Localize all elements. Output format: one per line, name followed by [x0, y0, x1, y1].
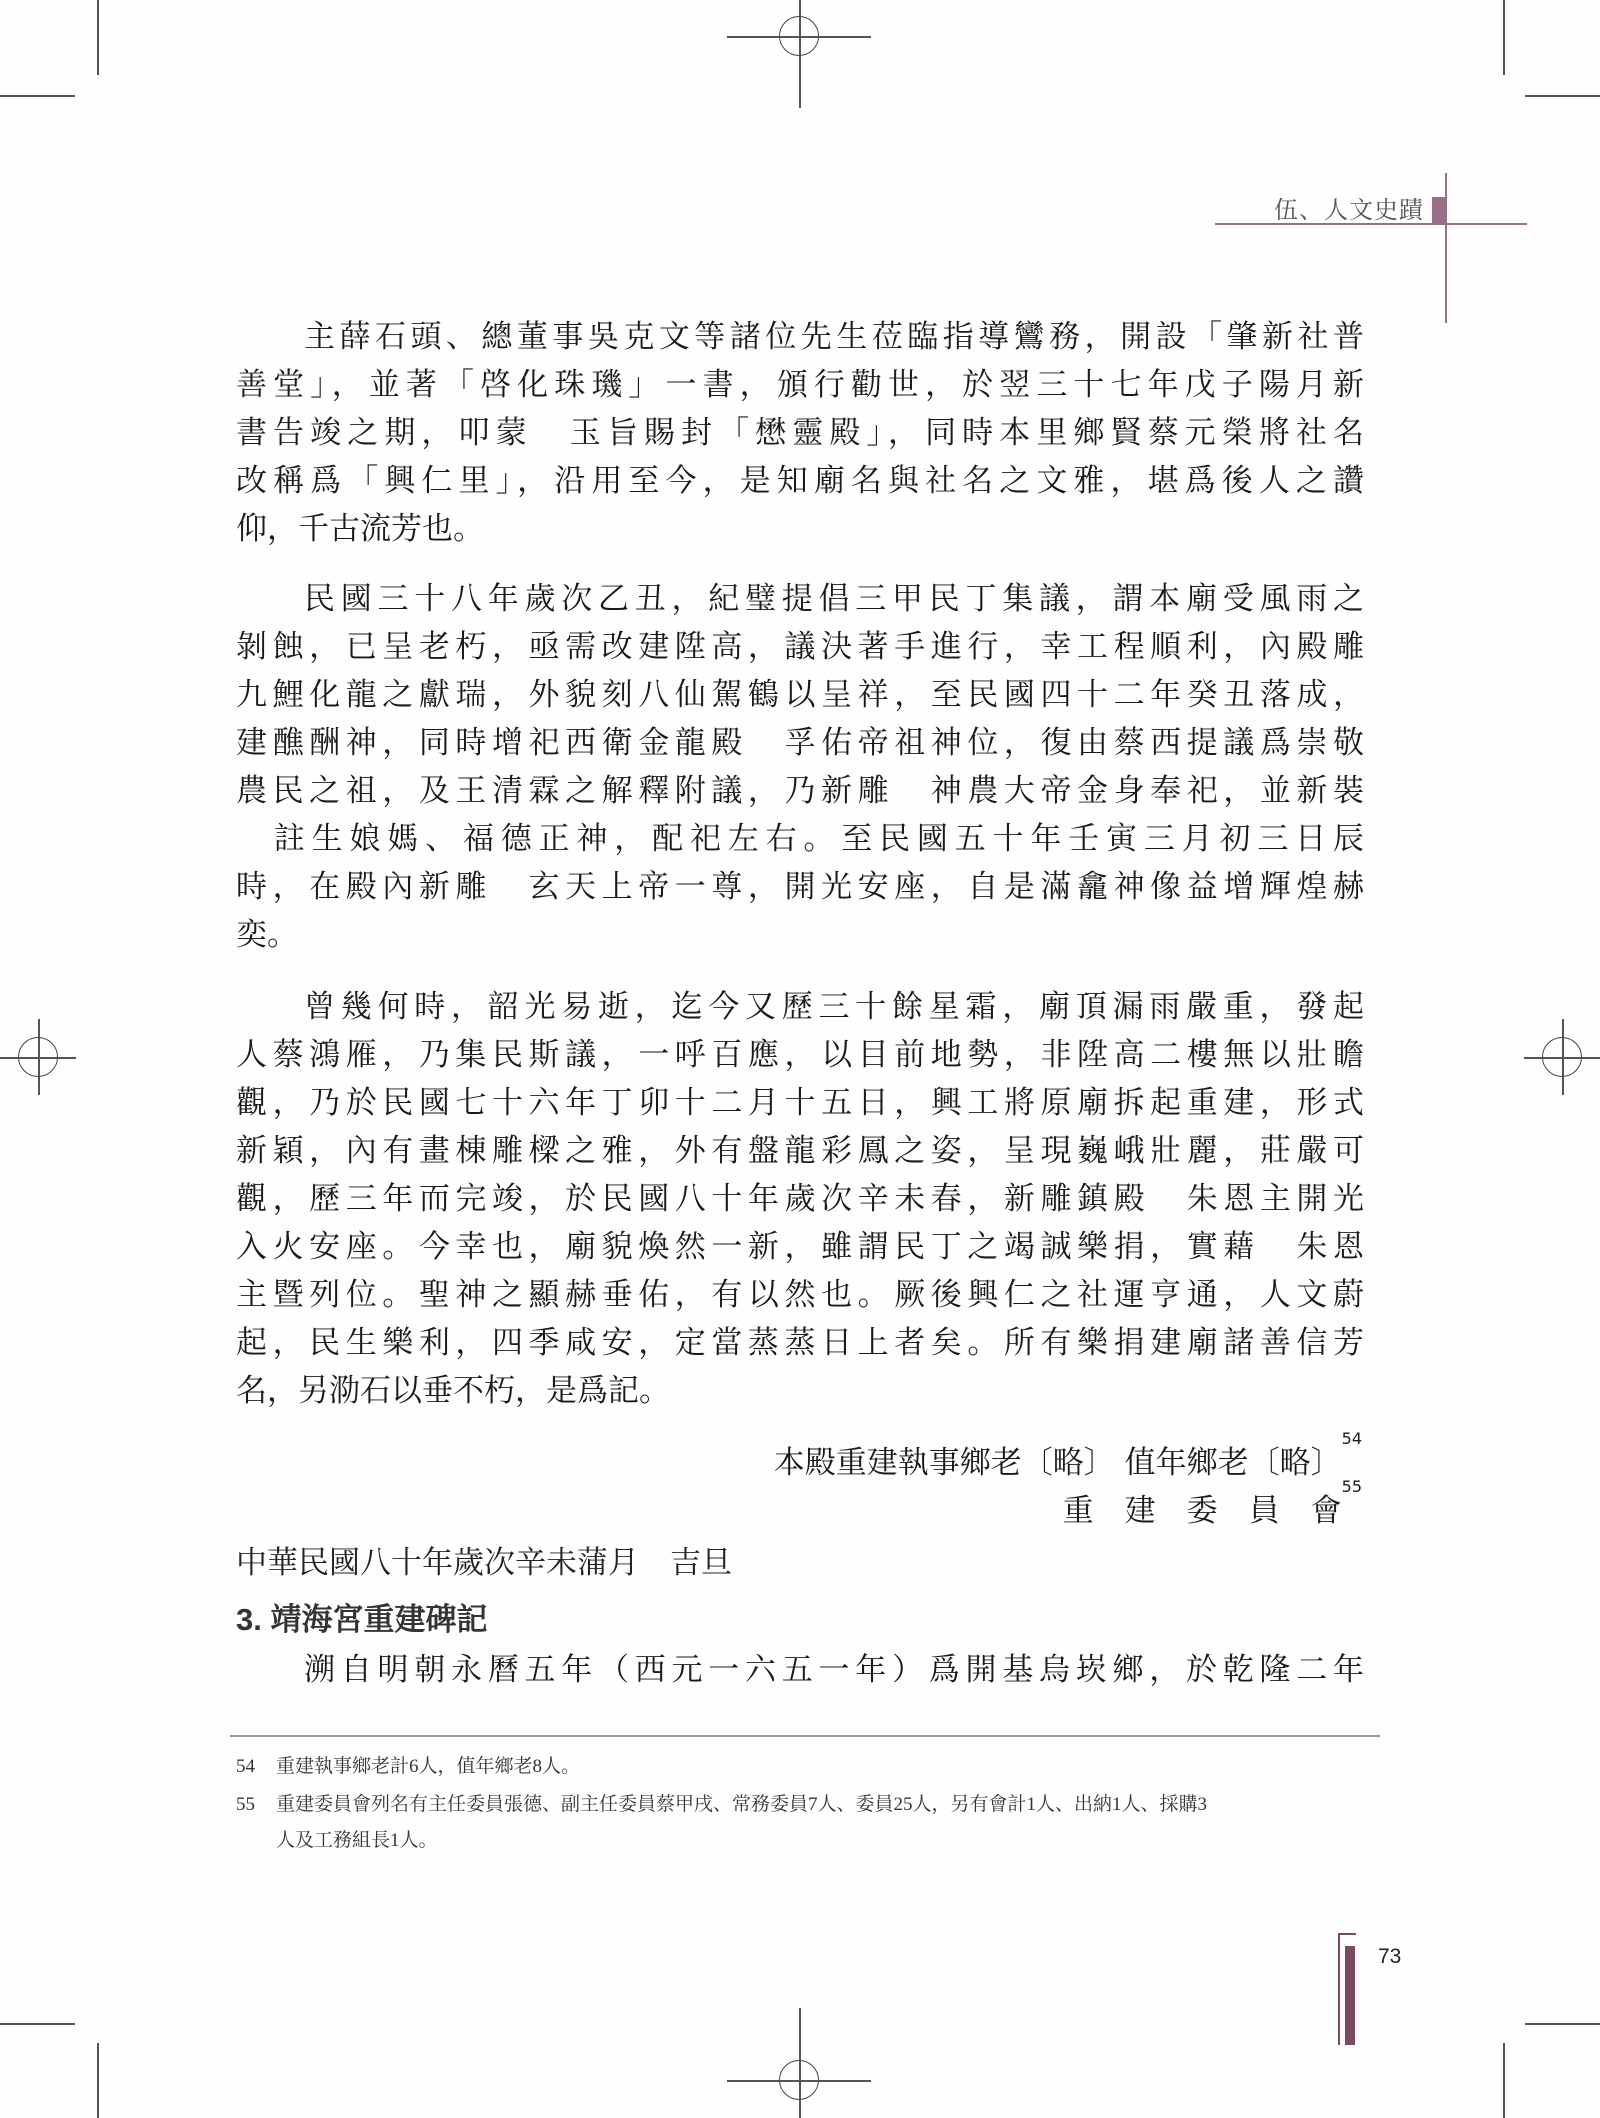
page-number-bracket-line	[1338, 1933, 1340, 2045]
paragraph-line: 入火安座。今幸也，廟貌煥然一新，雖謂民丁之竭誠樂捐，實藉 朱恩	[236, 1229, 1364, 1265]
crop-mark-bottom-left	[1503, 2043, 1505, 2118]
crop-mark-top-right	[1503, 0, 1505, 75]
header-vertical-rule	[1445, 173, 1447, 323]
crop-mark-bottom-right	[1525, 2023, 1600, 2025]
footnote-55	[236, 1789, 1207, 1816]
paragraph-line: 人蔡鴻雁，乃集民斯議，一呼百應，以目前地勢，非陞高二樓無以壯瞻	[236, 1037, 1364, 1073]
paragraph-line: 農民之祖，及王清霖之解釋附議，乃新雕 神農大帝金身奉祀，並新裝	[236, 773, 1364, 809]
paragraph-line: 民國三十八年歲次乙丑，紀璧提倡三甲民丁集議，謂本廟受風雨之	[304, 581, 1364, 617]
paragraph-line: 主暨列位。聖神之顯赫垂佑，有以然也。厥後興仁之社運亨通，人文蔚	[236, 1277, 1364, 1313]
section-heading: 3. 靖海宮重建碑記	[236, 1602, 488, 1637]
footnote-number: 54	[236, 1756, 255, 1777]
paragraph-2	[236, 575, 1364, 959]
header-accent-block	[1432, 197, 1446, 224]
paragraph-3	[236, 983, 1364, 1415]
paragraph-line: 改稱爲「興仁里」，沿用至今，是知廟名與社名之文雅，堪爲後人之讚	[236, 463, 1364, 499]
footnote-55-continued: 人及工務組長1人。	[276, 1830, 438, 1851]
footnote-divider	[230, 1735, 1380, 1737]
paragraph-line: 時，在殿內新雕 玄天上帝一尊，開光安座，自是滿龕神像益增輝煌赫	[236, 869, 1364, 905]
footnote-text: 重建執事鄉老計6人，值年鄉老8人。	[276, 1756, 581, 1777]
paragraph-line: 起，民生樂利，四季咸安，定當蒸蒸日上者矣。所有樂捐建廟諸善信芳	[236, 1325, 1364, 1361]
inscription-date: 中華民國八十年歲次辛未蒲月 吉旦	[236, 1545, 732, 1581]
paragraph-4	[236, 1646, 1364, 1694]
crop-mark-top-right	[1525, 95, 1600, 97]
paragraph-1	[236, 313, 1364, 553]
signature-elders	[773, 1429, 1362, 1482]
paragraph-line: 名，另泐石以垂不朽，是爲記。	[236, 1373, 670, 1409]
signature-elders-text: 本殿重建執事鄉老〔略〕 值年鄉老〔略〕	[773, 1445, 1342, 1481]
footnote-ref-55[interactable]: 55	[1341, 1477, 1362, 1496]
paragraph-line: 仰，千古流芳也。	[236, 511, 484, 547]
signature-committee-text: 重 建 委 員 會	[1062, 1493, 1342, 1529]
paragraph-line: 剝蝕，已呈老朽，亟需改建陞高，議決著手進行，幸工程順利，內殿雕	[236, 629, 1364, 665]
footnote-text: 重建委員會列名有主任委員張德、副主任委員蔡甲戌、常務委員7人、委員25人，另有會計1人、出納1人、採購3	[276, 1794, 1208, 1815]
crop-mark-top-left	[97, 0, 99, 75]
crop-mark-bottom-left	[97, 2043, 99, 2118]
registration-mark-bottom-circle	[779, 2060, 819, 2100]
registration-mark-left-circle	[18, 1037, 58, 1077]
paragraph-line: 溯自明朝永曆五年（西元一六五一年）爲開基烏崁鄉，於乾隆二年	[304, 1652, 1364, 1688]
paragraph-line: 觀，乃於民國七十六年丁卯十二月十五日，興工將原廟拆起重建，形式	[236, 1085, 1364, 1121]
paragraph-line: 觀，歷三年而完竣，於民國八十年歲次辛未春，新雕鎮殿 朱恩主開光	[236, 1181, 1364, 1217]
paragraph-line: 主薛石頭、總董事吳克文等諸位先生莅臨指導鸞務，開設「肇新社普	[304, 319, 1364, 355]
paragraph-line: 書告竣之期，叩蒙 玉旨賜封「懋靈殿」，同時本里鄉賢蔡元榮將社名	[236, 415, 1364, 451]
footnote-number: 55	[236, 1794, 255, 1815]
paragraph-line: 善堂」，並著「啓化珠璣」一書，頒行勸世，於翌三十七年戊子陽月新	[236, 367, 1364, 403]
page-number-bracket-tick	[1338, 1933, 1356, 1935]
paragraph-line: 九鯉化龍之獻瑞，外貌刻八仙駕鶴以呈祥，至民國四十二年癸丑落成，	[236, 677, 1364, 713]
page-number: 73	[1378, 1945, 1402, 1968]
page-number-bar	[1345, 1946, 1355, 2045]
signature-committee	[1062, 1477, 1362, 1530]
paragraph-line: 曾幾何時，韶光易逝，迄今又歷三十餘星霜，廟頂漏雨嚴重，發起	[304, 989, 1364, 1025]
paragraph-line: 建醮酬神，同時增祀西衛金龍殿 孚佑帝祖神位，復由蔡西提議爲崇敬	[236, 725, 1364, 761]
paragraph-line: 奕。	[236, 917, 298, 953]
running-header-title: 伍、人文史蹟	[1274, 196, 1424, 224]
crop-mark-top-left	[0, 95, 75, 97]
crop-mark-bottom-left	[0, 2023, 75, 2025]
registration-mark-top-circle	[779, 16, 819, 56]
paragraph-line: 註生娘媽、福德正神，配祀左右。至民國五十年壬寅三月初三日辰	[236, 821, 1364, 857]
paragraph-line: 新穎，內有畫棟雕樑之雅，外有盤龍彩鳳之姿，呈現巍峨壯麗，莊嚴可	[236, 1133, 1364, 1169]
footnote-ref-54[interactable]: 54	[1341, 1429, 1362, 1448]
footnote-54	[236, 1751, 580, 1778]
registration-mark-right-circle	[1542, 1037, 1582, 1077]
